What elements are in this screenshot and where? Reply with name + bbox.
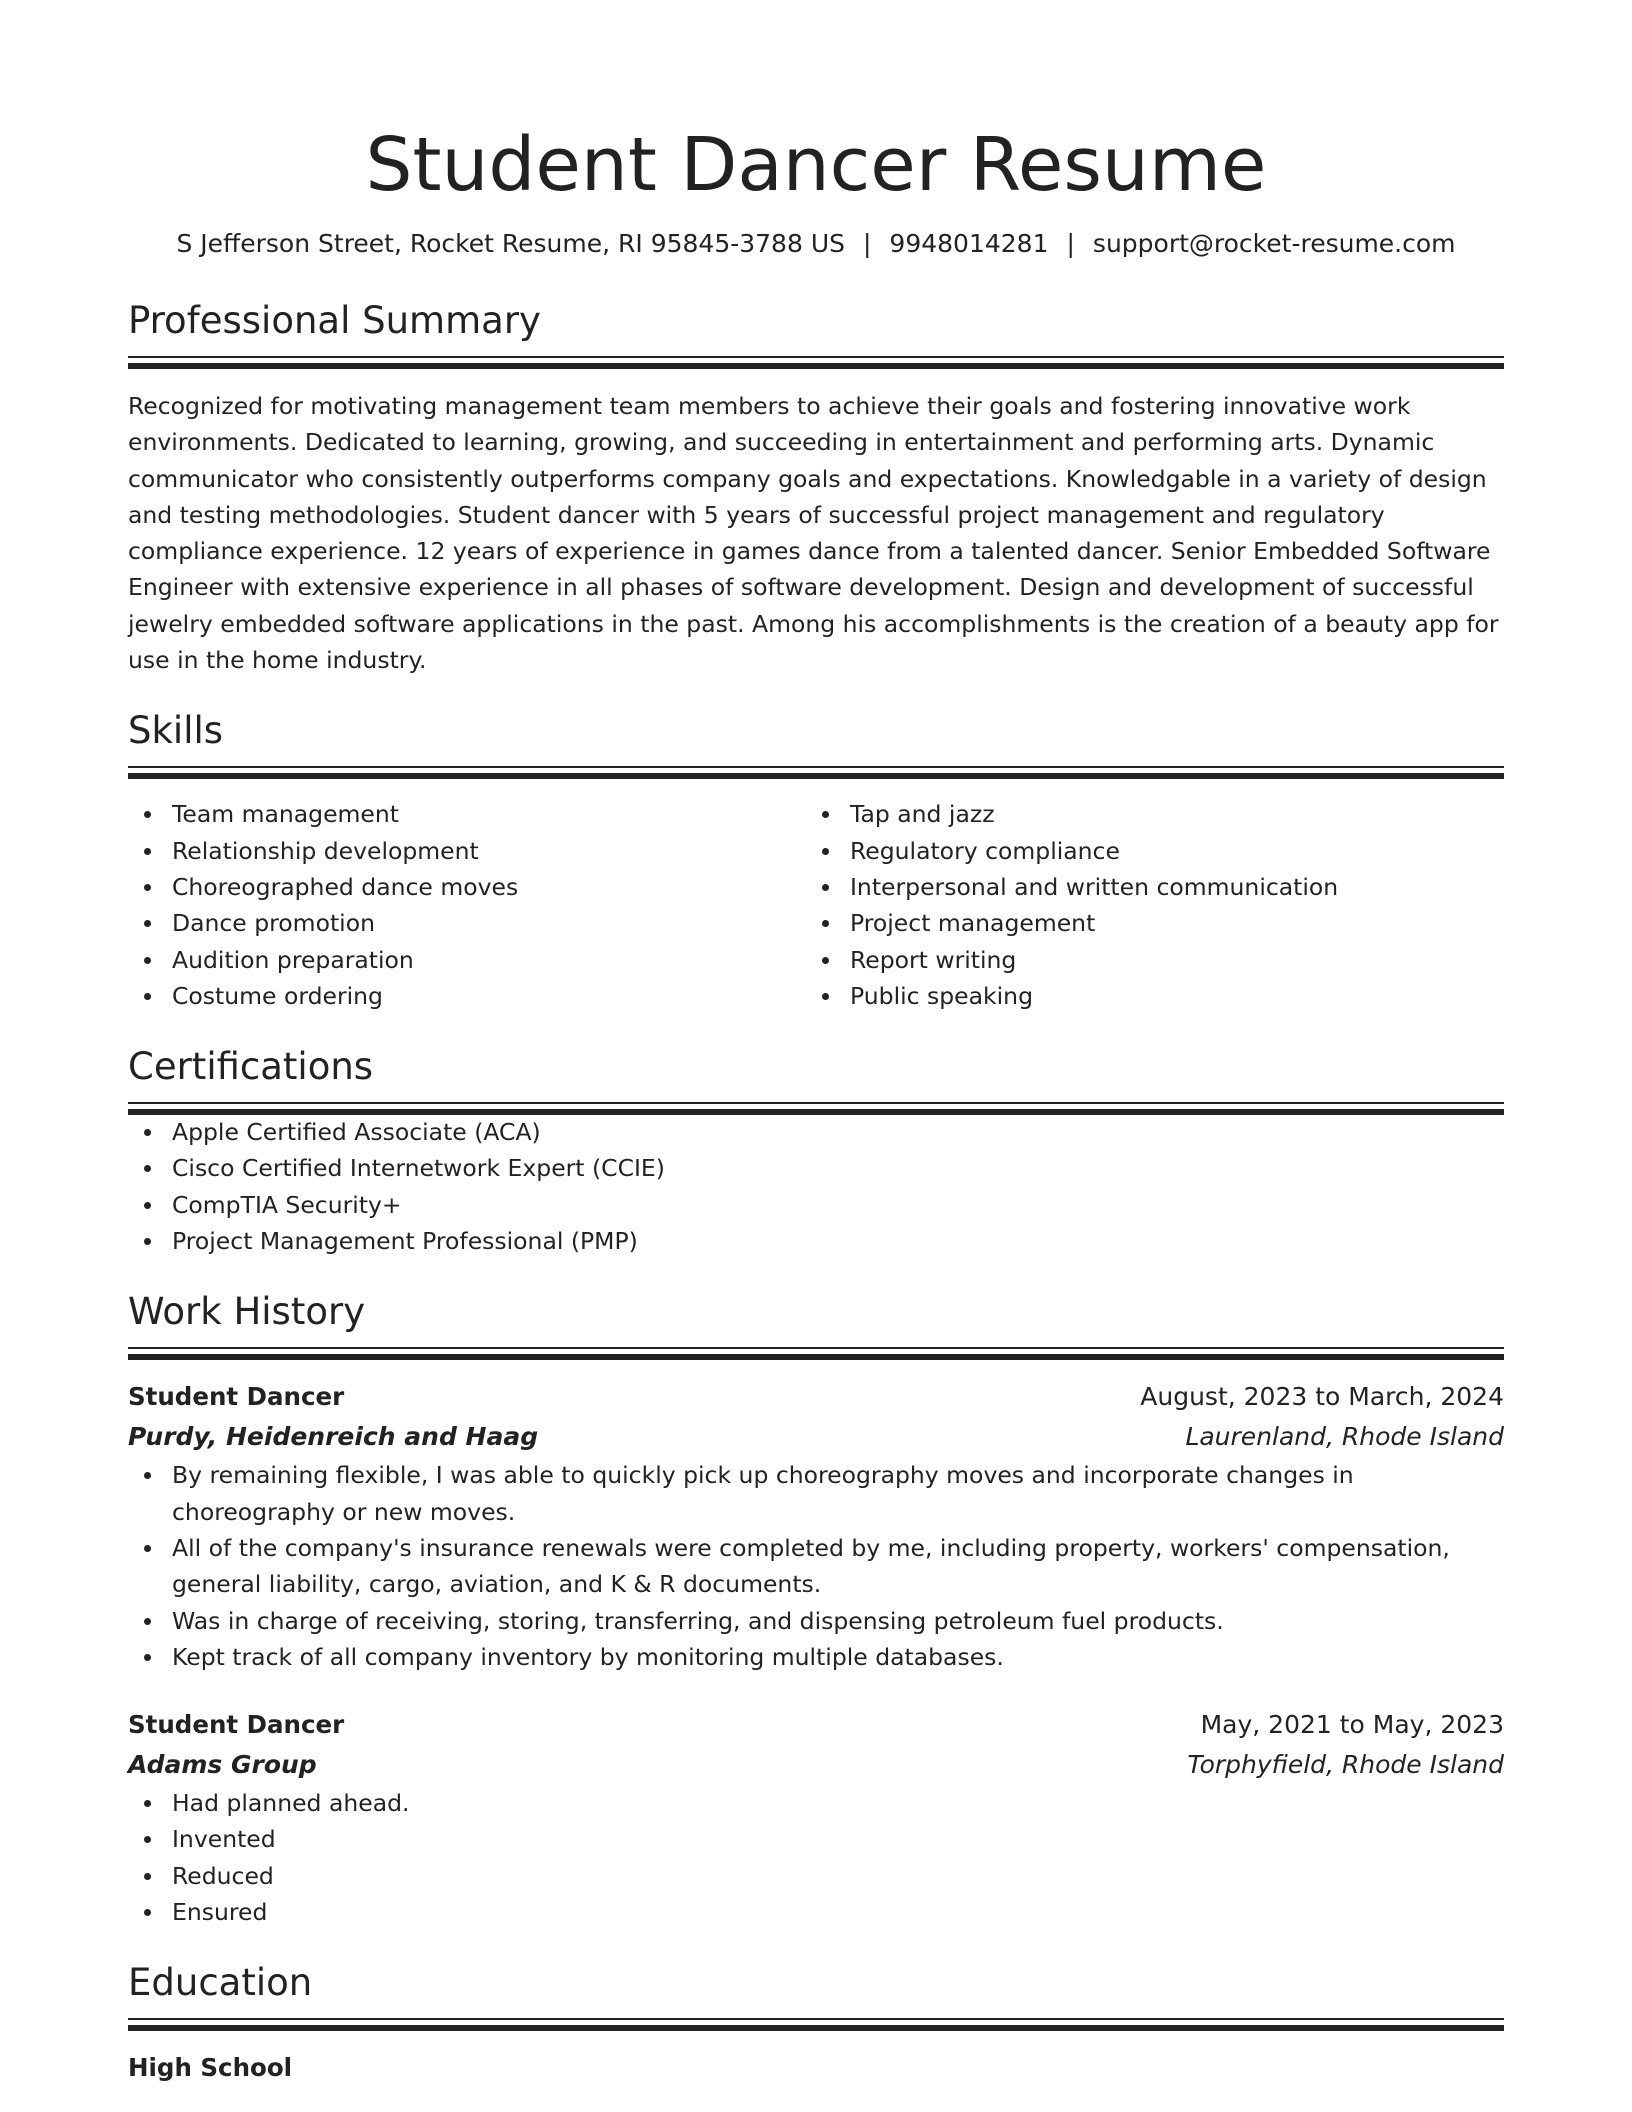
skill-item: Interpersonal and written communication bbox=[806, 869, 1484, 905]
job-entry bbox=[128, 1705, 1504, 1930]
job-company-row bbox=[128, 1417, 1504, 1457]
job-company: Adams Group bbox=[128, 1750, 317, 1780]
job-bullet-list bbox=[128, 1457, 1504, 1675]
work-history-heading: Work History bbox=[128, 1290, 366, 1334]
job-bullet: Had planned ahead. bbox=[128, 1785, 1504, 1821]
resume-title: Student Dancer Resume bbox=[365, 122, 1267, 208]
certification-item: CompTIA Security+ bbox=[128, 1187, 1504, 1223]
skill-item: Relationship development bbox=[128, 833, 806, 869]
section-divider bbox=[128, 1347, 1504, 1359]
job-company-row bbox=[128, 1745, 1504, 1785]
skill-item: Project management bbox=[806, 905, 1484, 941]
job-bullet-list bbox=[128, 1785, 1504, 1930]
job-dates: August, 2023 to March, 2024 bbox=[1140, 1382, 1504, 1412]
summary-section bbox=[128, 298, 1504, 678]
skills-heading: Skills bbox=[128, 709, 224, 753]
skills-column-right bbox=[806, 796, 1484, 1014]
skill-item: Costume ordering bbox=[128, 978, 806, 1014]
section-divider bbox=[128, 1102, 1504, 1114]
section-divider bbox=[128, 766, 1504, 778]
skills-grid bbox=[128, 796, 1504, 1014]
contact-separator: | bbox=[862, 229, 872, 258]
job-header-row bbox=[128, 1377, 1504, 1417]
skill-item: Public speaking bbox=[806, 978, 1484, 1014]
education-degree: High School bbox=[128, 2053, 293, 2083]
job-title: Student Dancer bbox=[128, 1382, 345, 1412]
section-divider bbox=[128, 356, 1504, 368]
job-entry bbox=[128, 1377, 1504, 1675]
summary-text: Recognized for motivating management team members to achieve their goals and fostering innovative work environments. Dedicated to learning, growing, and succeeding in entertainment and performing arts. Dynamic communicator who consistently outperforms company goals and expectations. Knowledgable in a variety of design and testing methodologies. Student dancer with 5 years of successful project management and regulatory compliance experience. 12 years of experience in games dance from a talented dancer. Senior Embedded Software Engineer with extensive experience in all phases of software development. Design and development of successful jewelry embedded software applications in the past. Among his accomplishments is the creation of a beauty app for use in the home industry. bbox=[128, 392, 1499, 675]
contact-phone: 9948014281 bbox=[889, 229, 1049, 258]
skill-item: Report writing bbox=[806, 942, 1484, 978]
job-company: Purdy, Heidenreich and Haag bbox=[128, 1422, 539, 1452]
education-section bbox=[128, 1960, 1504, 2088]
education-heading: Education bbox=[128, 1961, 313, 2005]
job-title: Student Dancer bbox=[128, 1710, 345, 1740]
skill-item: Choreographed dance moves bbox=[128, 869, 806, 905]
job-bullet: By remaining flexible, I was able to quickly pick up choreography moves and incorporate changes in choreography or new moves. bbox=[128, 1457, 1504, 1530]
job-location: Torphyfield, Rhode Island bbox=[1187, 1750, 1504, 1780]
certifications-section bbox=[128, 1044, 1504, 1259]
skill-item: Tap and jazz bbox=[806, 796, 1484, 832]
skills-list-right bbox=[806, 796, 1484, 1014]
job-header-row bbox=[128, 1705, 1504, 1745]
job-bullet: Ensured bbox=[128, 1894, 1504, 1930]
job-bullet: All of the company's insurance renewals were completed by me, including property, workers' compensation, general liability, cargo, aviation, and K & R documents. bbox=[128, 1530, 1504, 1603]
contact-address: S Jefferson Street, Rocket Resume, RI 95845-3788 US bbox=[176, 229, 845, 258]
job-dates: May, 2021 to May, 2023 bbox=[1200, 1710, 1504, 1740]
skill-item: Dance promotion bbox=[128, 905, 806, 941]
summary-heading: Professional Summary bbox=[128, 299, 541, 342]
skill-item: Regulatory compliance bbox=[806, 833, 1484, 869]
job-bullet: Was in charge of receiving, storing, transferring, and dispensing petroleum fuel products. bbox=[128, 1603, 1504, 1639]
job-bullet: Reduced bbox=[128, 1858, 1504, 1894]
contact-email: support@rocket-resume.com bbox=[1092, 229, 1456, 258]
certification-item: Cisco Certified Internetwork Expert (CCIE) bbox=[128, 1150, 1504, 1186]
job-bullet: Kept track of all company inventory by monitoring multiple databases. bbox=[128, 1639, 1504, 1675]
job-location: Laurenland, Rhode Island bbox=[1185, 1422, 1504, 1452]
skills-column-left bbox=[128, 796, 806, 1014]
skill-item: Team management bbox=[128, 796, 806, 832]
skills-section bbox=[128, 708, 1504, 1014]
certifications-list bbox=[128, 1114, 1504, 1259]
certification-item: Apple Certified Associate (ACA) bbox=[128, 1114, 1504, 1150]
skills-list-left bbox=[128, 796, 806, 1014]
skill-item: Audition preparation bbox=[128, 942, 806, 978]
work-history-section bbox=[128, 1289, 1504, 1930]
contact-separator: | bbox=[1066, 229, 1075, 258]
section-divider bbox=[128, 2018, 1504, 2030]
certification-item: Project Management Professional (PMP) bbox=[128, 1223, 1504, 1259]
certifications-heading: Certifications bbox=[128, 1045, 374, 1089]
resume-page bbox=[128, 0, 1504, 2088]
job-bullet: Invented bbox=[128, 1821, 1504, 1857]
contact-line bbox=[128, 228, 1504, 260]
